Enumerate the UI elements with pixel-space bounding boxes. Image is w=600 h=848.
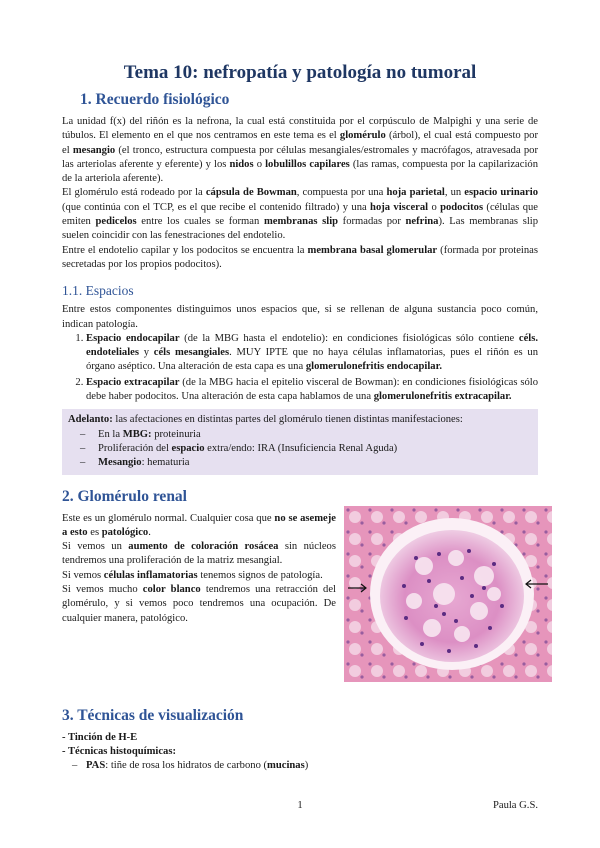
list-item-endocapilar: 1. Espacio endocapilar (de la MBG hasta el endotelio): en condiciones fisiológicas sólo contiene céls. endoteliales y céls mesangiales. MUY IPTE que no haya células inflamatorias, pues el riñón es un órgano aséptico. Una alteración de esta capa es una glomerulonefritis endocapilar. bbox=[86, 332, 538, 375]
glomerulo-line-inflamatorias: Si vemos células inflamatorias tenemos signos de patología. bbox=[62, 569, 323, 581]
adelanto-bullet-mbg: – En la MBG: proteinuria bbox=[68, 428, 532, 442]
glomerulo-text bbox=[62, 512, 336, 626]
adelanto-bullet-mesangio: – Mesangio: hematuria bbox=[68, 456, 532, 470]
document-page bbox=[62, 62, 538, 773]
tecnica-histoquimicas: - Técnicas histoquímicas: bbox=[62, 745, 176, 757]
adelanto-bullet-espacio: – Proliferación del espacio extra/endo: IRA (Insuficiencia Renal Aguda) bbox=[68, 442, 532, 456]
page-number: 1 bbox=[297, 800, 303, 811]
glomerulo-line-normal: Este es un glomérulo normal. Cualquier cosa que no se asemeje a esto es patológico. bbox=[62, 512, 336, 538]
subsection-heading-espacios: 1.1. Espacios bbox=[62, 283, 134, 299]
espacios-list bbox=[62, 332, 538, 404]
paragraph-nefrona: La unidad f(x) del riñón es la nefrona, la cual está constituida por el corpúsculo de Malpighi y una serie de túbulos. El elemento en el que nos centramos en este tema es el glomérulo (árbol), el cual está compuesto por el mesangio (el tronco, estructura compuesta por células mesangiales/estromales y macrófagos, atravesada por las arteriolas aferente y eferente) y los nidos o lobulillos capilares (las ramas, compuesta por la capilarización de la arteriola aferente). bbox=[62, 116, 539, 185]
adelanto-label: Adelanto: bbox=[68, 414, 113, 426]
glomerulus-micrograph bbox=[344, 506, 552, 682]
glomerulo-line-blanco: Si vemos mucho color blanco tendremos una retracción del glomérulo, y si vemos poco tendremos una ocupación. De cualquier manera, patológico. bbox=[62, 584, 336, 624]
paragraph-bowman: El glomérulo está rodeado por la cápsula de Bowman, compuesta por una hoja parietal, un espacio urinario (que continúa con el TCP, es el que recibe el contenido filtrado) y una hoja visceral o podocitos (células que emiten pedicelos entre los cuales se forman membranas slip formadas por nefrina). Las membranas slip suelen coincidir con las fenestraciones del endotelio. bbox=[62, 187, 539, 242]
page-title: Tema 10: nefropatía y patología no tumoral bbox=[123, 62, 477, 83]
list-item-extracapilar: 2. Espacio extracapilar (de la MBG hacia el epitelio visceral de Bowman): en condiciones fisiológicas sólo debe haber podocitos. Una alteración de esta capa hablamos de una glomerulonefritis extracapilar. bbox=[86, 376, 538, 405]
adelanto-text: las afectaciones en distintas partes del glomérulo tienen distintas manifestaciones: bbox=[112, 414, 463, 426]
section-heading-tecnicas: 3. Técnicas de visualización bbox=[62, 706, 244, 724]
tecnicas-list bbox=[62, 731, 538, 774]
glomerulo-block bbox=[62, 512, 538, 706]
adelanto-callout bbox=[62, 409, 538, 474]
section-heading-recuerdo: 1. Recuerdo fisiológico bbox=[80, 91, 230, 108]
tecnica-pas: – PAS: tiñe de rosa los hidratos de carbono (mucinas) bbox=[62, 759, 538, 773]
tecnica-he: - Tinción de H-E bbox=[62, 731, 138, 743]
paragraph-espacios-intro: Entre estos componentes distinguimos unos espacios que, si se rellenan de alguna sustancia poco común, indican patología. bbox=[62, 304, 538, 330]
paragraph-mbg: Entre el endotelio capilar y los podocitos se encuentra la membrana basal glomerular (formada por proteinas secretadas por los propios podocitos). bbox=[62, 244, 538, 270]
glomerulo-line-rosacea: Si vemos un aumento de coloración rosácea sin núcleos tendremos una proliferación de la matriz mesangial. bbox=[62, 541, 336, 567]
section-heading-glomerulo: 2. Glomérulo renal bbox=[62, 487, 187, 505]
footer-author: Paula G.S. bbox=[492, 800, 538, 811]
